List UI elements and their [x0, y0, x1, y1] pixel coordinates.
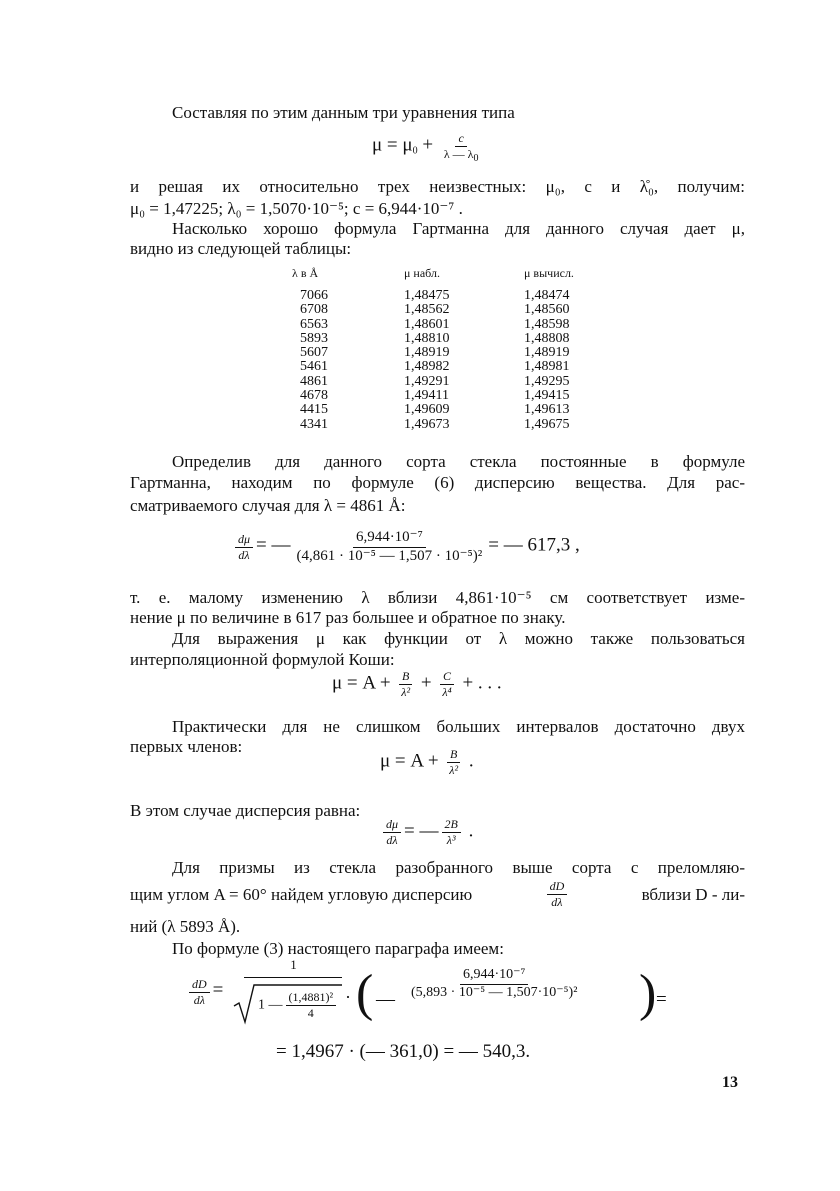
cell-mu-computed: 1,48808 [524, 330, 570, 346]
formula-derivative-rden: λ³ [446, 832, 456, 847]
paragraph-table-intro: видно из следующей таблицы: [130, 239, 352, 258]
formula-angular-dot: · [345, 987, 351, 1007]
paragraph-prism-b [130, 880, 745, 908]
formula-cauchy-tail: + . . . [457, 672, 502, 694]
table-header-mu-computed: μ вычисл. [524, 266, 574, 280]
formula-dispersion-den: (4,861 · 10⁻⁵ — 1,507 · 10⁻⁵)² [296, 547, 483, 564]
formula-dispersion-num: 6,944·10⁻⁷ [353, 530, 426, 548]
paragraph-cauchy-b: интерполяционной формулой Коши: [130, 650, 395, 669]
right-paren-icon: ) [639, 965, 657, 1022]
formula-angular-sq-num: (1,4881)² [286, 991, 337, 1006]
table-header-lambda: λ в Å [292, 266, 319, 280]
cell-mu-computed: 1,48919 [524, 345, 570, 361]
dispersion-table [292, 266, 614, 432]
paragraph-quality: Насколько хорошо формула Гартманна для данного случая дает μ, [172, 219, 745, 238]
table-row [292, 318, 614, 332]
table-header-mu-observed: μ набл. [404, 266, 440, 280]
cell-mu-observed: 1,49673 [404, 416, 450, 432]
table-row [292, 303, 614, 317]
formula-hartmann-den-sub: 0 [473, 152, 479, 164]
formula-angular-inner [405, 968, 583, 1000]
formula-hartmann [372, 131, 484, 164]
formula-hartmann-lhs: μ = μ [372, 134, 413, 156]
formula-dispersion-lhs-num: dμ [235, 533, 253, 548]
left-paren-icon: ( [356, 965, 374, 1022]
cell-lambda: 4678 [300, 388, 328, 404]
formula-two-terms-lhs: μ = A + [380, 750, 444, 772]
formula-derivative [380, 818, 473, 846]
paragraph-formula-ref: По формуле (3) настоящего параграфа имеем: [172, 939, 504, 958]
paragraph-prism-b-den: dλ [551, 894, 563, 909]
cell-mu-computed: 1,48474 [524, 288, 570, 303]
cell-mu-computed: 1,48598 [524, 316, 570, 332]
table-row [292, 360, 614, 374]
paragraph-meaning-a: т. е. малому изменению λ вблизи 4,861·10⁻⁵ см соответствует изме- [130, 588, 745, 607]
cell-mu-observed: 1,49291 [404, 373, 450, 389]
paragraph-solve: и решая их относительно трех неизвестных: μ₀, c и λ̊₀, получим: [130, 177, 745, 196]
formula-hartmann-plus: + [417, 134, 438, 156]
formula-two-terms-den: λ² [449, 762, 459, 777]
table-row [292, 403, 614, 417]
paragraph-meaning-b: нение μ по величине в 617 раз большее и обратное по знаку. [130, 608, 566, 627]
cell-lambda: 4341 [300, 416, 328, 432]
formula-angular-inner-num: 6,944·10⁻⁷ [460, 968, 528, 985]
cell-mu-computed: 1,48981 [524, 359, 570, 375]
cell-lambda: 4415 [300, 402, 328, 418]
formula-angular-main-bar [244, 977, 342, 978]
formula-cauchy-c-den: λ⁴ [442, 684, 452, 699]
cell-mu-observed: 1,48562 [404, 302, 450, 318]
paragraph-define-b: Гартманна, находим по формуле (6) дисперсию вещества. Для рас- [130, 473, 745, 492]
paragraph-cauchy-a: Для выражения μ как функции от λ можно также пользоваться [172, 629, 745, 648]
formula-derivative-num: dμ [383, 818, 401, 833]
paragraph-practice-a: Практически для не слишком больших интервалов достаточно двух [172, 717, 745, 736]
table-row [292, 389, 614, 403]
formula-cauchy-c: C [440, 670, 454, 685]
cell-mu-observed: 1,48601 [404, 316, 450, 332]
formula-angular-inner-den: (5,893 · 10⁻⁵ — 1,507·10⁻⁵)² [411, 984, 578, 1000]
cell-mu-observed: 1,48919 [404, 345, 450, 361]
cell-mu-observed: 1,48982 [404, 359, 450, 375]
paragraph-prism-b-tail: вблизи D - ли- [641, 884, 745, 904]
cell-mu-computed: 1,49675 [524, 416, 570, 432]
formula-angular-result: = 1,4967 · (— 361,0) = — 540,3. [276, 1041, 531, 1062]
paragraph-prism-b-text: щим углом A = 60° найдем угловую дисперсию [130, 884, 473, 904]
page-number: 13 [722, 1074, 738, 1091]
cell-mu-observed: 1,49609 [404, 402, 450, 418]
formula-angular-lhs [186, 978, 223, 1006]
formula-cauchy-b-den: λ² [401, 684, 411, 699]
paragraph-prism-a: Для призмы из стекла разобранного выше сорта с преломляю- [172, 858, 745, 877]
formula-derivative-den: dλ [386, 832, 398, 847]
formula-hartmann-lhs-sub: 0 [412, 145, 418, 157]
formula-cauchy-lhs: μ = A + [332, 672, 396, 694]
paragraph-define-a: Определив для данного сорта стекла постоянные в формуле [172, 452, 745, 471]
formula-angular-sqrt-in: 1 — [258, 997, 283, 1013]
cell-lambda: 7066 [300, 288, 328, 303]
formula-angular-lhs-den: dλ [193, 992, 205, 1007]
paragraph-practice-b: первых членов: [130, 737, 243, 756]
table-row [292, 418, 614, 432]
formula-derivative-dot: . [463, 820, 474, 842]
cell-lambda: 5893 [300, 330, 328, 346]
paragraph-dispersion-equals: В этом случае дисперсия равна: [130, 801, 361, 820]
formula-hartmann-num: c [455, 132, 466, 147]
table-header-row [292, 266, 614, 289]
cell-mu-computed: 1,48560 [524, 302, 570, 318]
formula-angular-lhs-num: dD [189, 978, 210, 993]
cell-mu-observed: 1,49411 [404, 388, 449, 404]
cell-mu-computed: 1,49295 [524, 373, 570, 389]
cell-lambda: 5461 [300, 359, 328, 375]
paragraph-intro: Составляя по этим данным три уравнения типа [172, 103, 515, 122]
cell-mu-observed: 1,48810 [404, 330, 450, 346]
formula-cauchy-b: B [399, 670, 412, 685]
table-row [292, 332, 614, 346]
formula-derivative-eq: = — [404, 820, 439, 842]
paragraph-constants: μ₀ = 1,47225; λ₀ = 1,5070·10⁻⁵; c = 6,944·10⁻⁷ . [130, 199, 463, 218]
formula-angular-eq: = [212, 979, 224, 1001]
formula-angular-sq-den: 4 [307, 1005, 314, 1020]
formula-cauchy-plus: + [416, 672, 437, 694]
cell-mu-computed: 1,49613 [524, 402, 570, 418]
formula-dispersion-eq: = — [256, 534, 291, 556]
cell-lambda: 5607 [300, 345, 328, 361]
formula-two-terms-num: B [447, 748, 460, 763]
formula-dispersion [232, 530, 580, 565]
cell-lambda: 6563 [300, 316, 328, 332]
table-row [292, 289, 614, 303]
table-row [292, 375, 614, 389]
formula-two-terms-dot: . [464, 750, 474, 772]
formula-hartmann-den: λ — λ [443, 146, 474, 161]
formula-angular-end-eq: = [656, 989, 667, 1010]
cell-lambda: 4861 [300, 373, 328, 389]
formula-dispersion-lhs-den: dλ [238, 547, 250, 562]
formula-angular-minus: — [376, 989, 395, 1010]
paragraph-prism-b-num: dD [547, 880, 568, 895]
cell-mu-observed: 1,48475 [404, 288, 450, 303]
formula-dispersion-result: = — 617,3 , [488, 534, 580, 556]
formula-angular-one: 1 [290, 957, 297, 972]
formula-angular-sqrt-content [258, 991, 339, 1019]
formula-derivative-rnum: 2B [442, 818, 461, 833]
paragraph-define-c: сматриваемого случая для λ = 4861 Å: [130, 496, 406, 515]
formula-two-terms [380, 748, 474, 776]
cell-mu-computed: 1,49415 [524, 388, 570, 404]
table-row [292, 346, 614, 360]
formula-cauchy [332, 670, 502, 698]
paragraph-prism-c: ний (λ 5893 Å). [130, 917, 241, 936]
cell-lambda: 6708 [300, 302, 328, 318]
